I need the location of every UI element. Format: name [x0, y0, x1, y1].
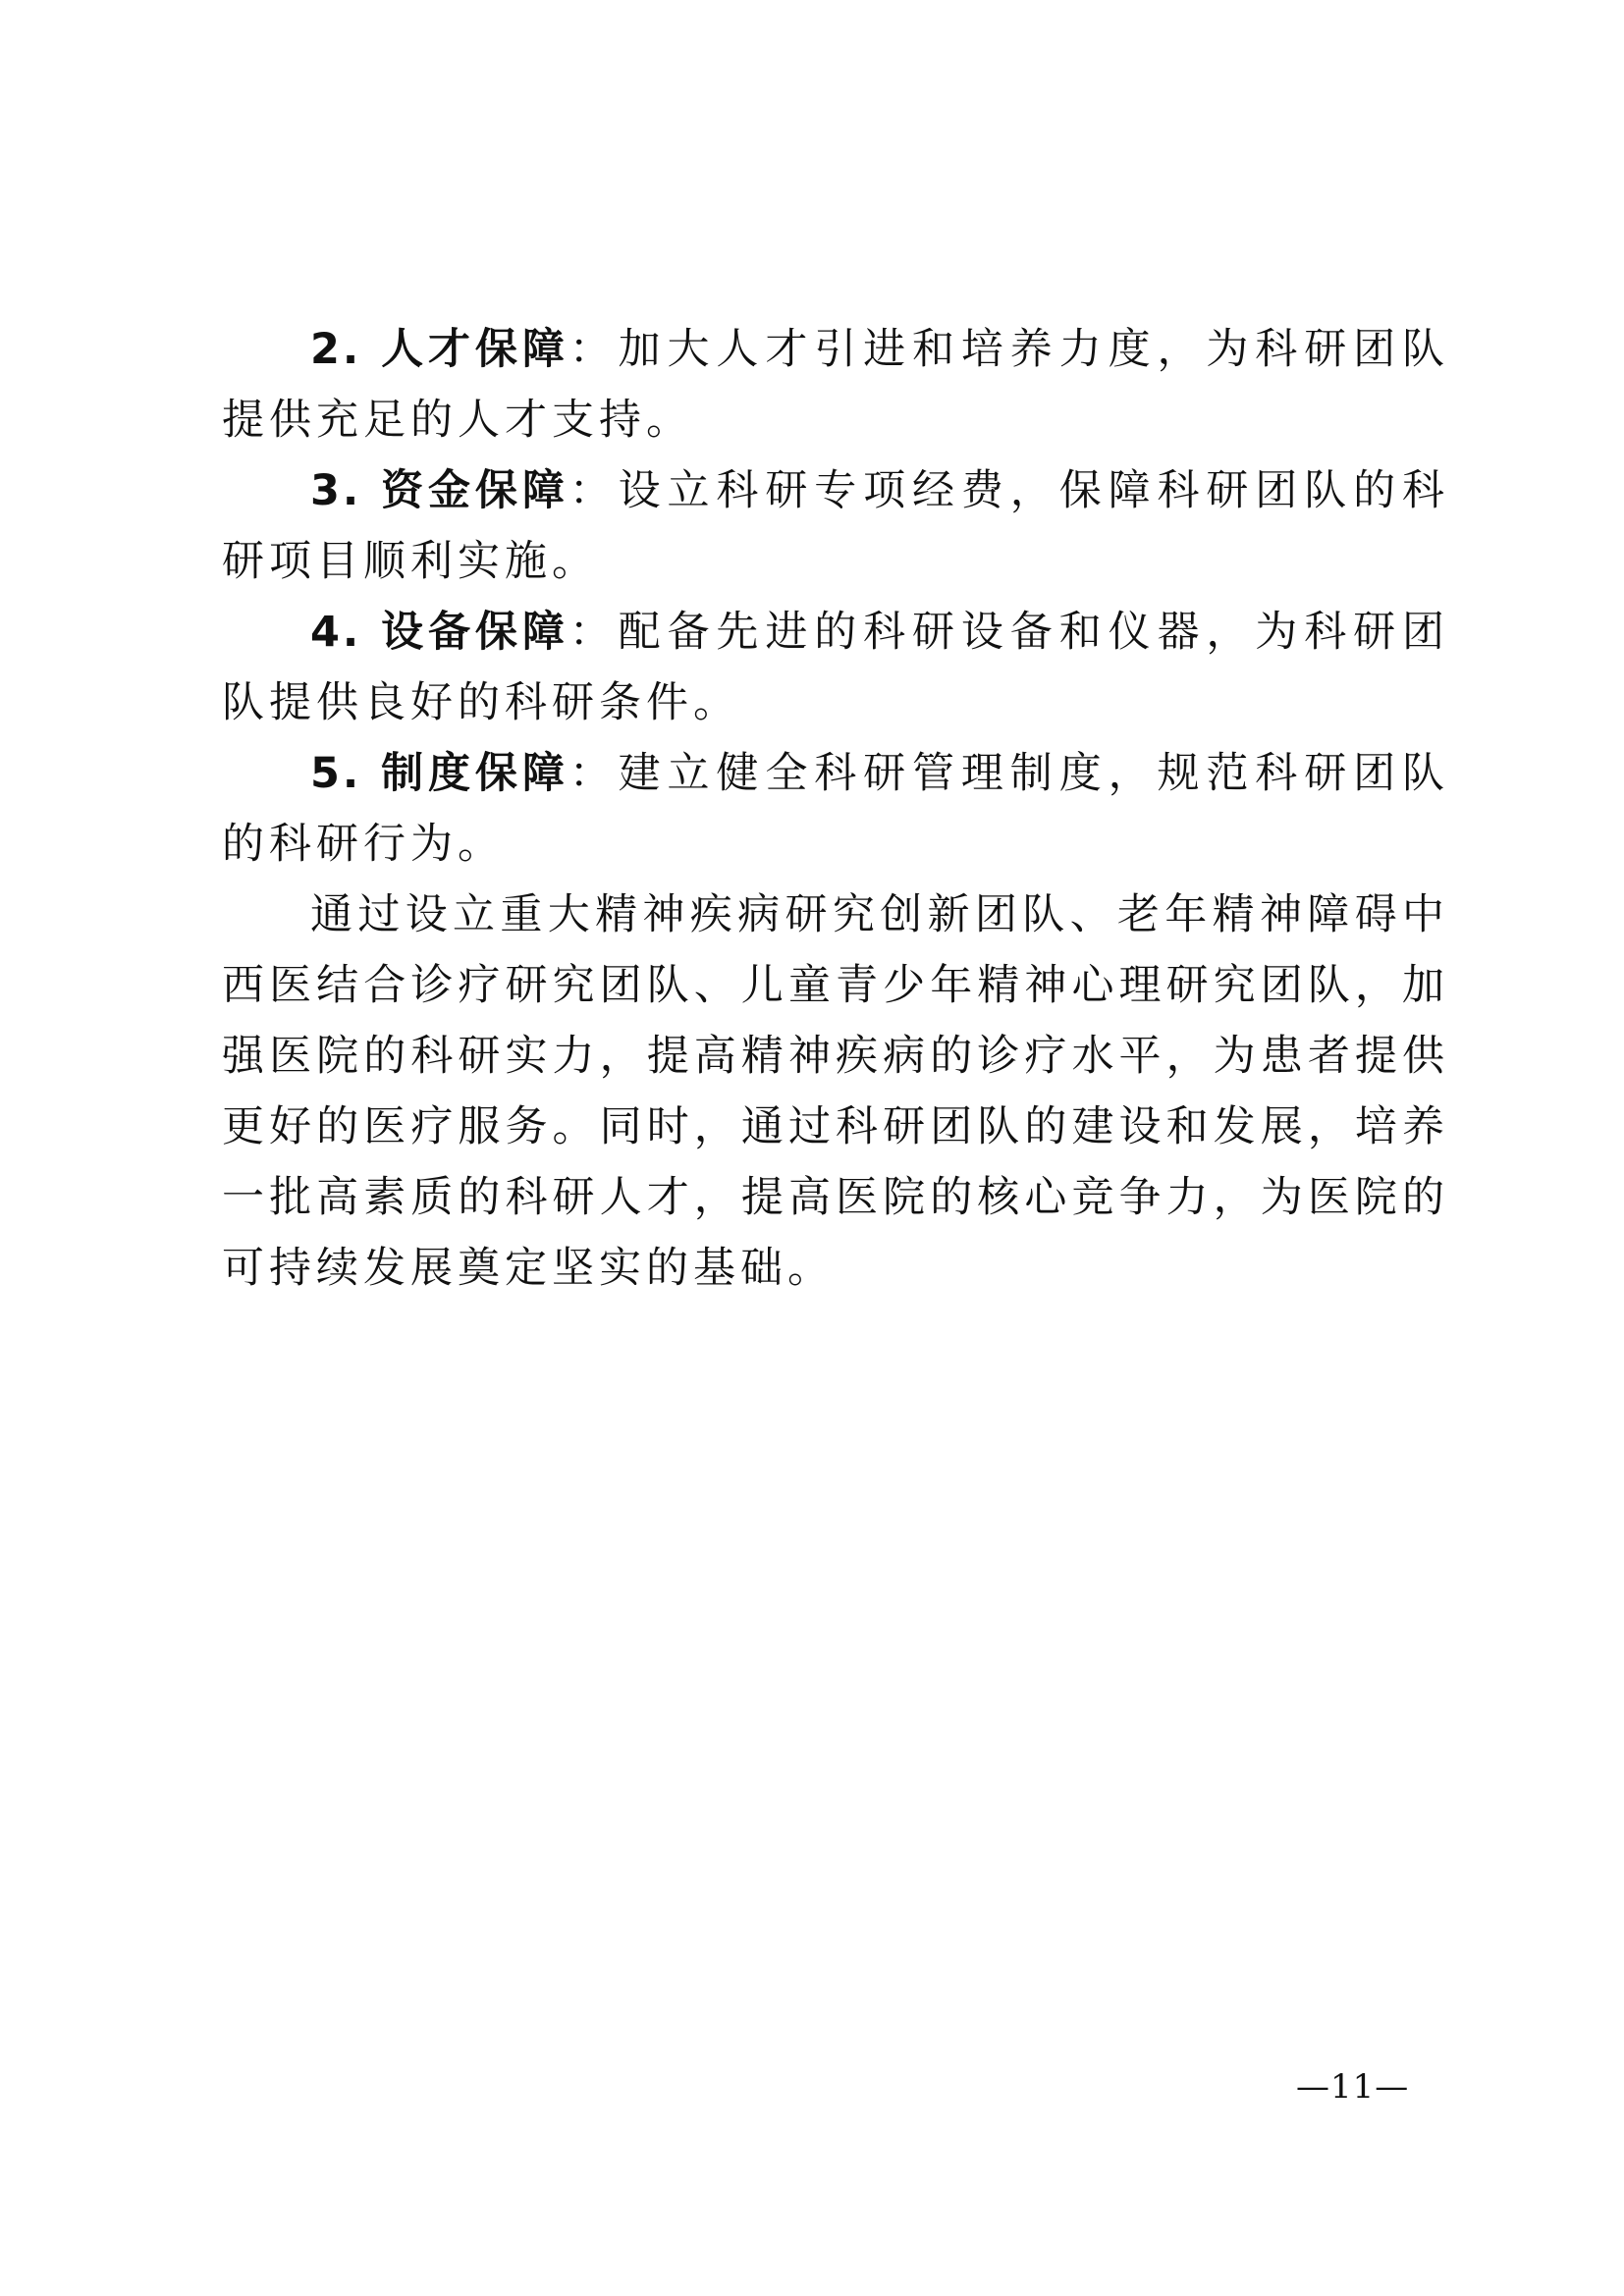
item-label-equipment: 4. 设备保障	[310, 608, 569, 657]
item-separator: ：	[568, 608, 619, 657]
list-item-talent	[222, 314, 1449, 455]
list-item-system	[222, 738, 1449, 880]
item-text-system: 建立健全科研管理制度，规范科研团队的科研行为。	[222, 749, 1449, 869]
item-separator: ：	[568, 466, 619, 515]
document-body	[222, 314, 1449, 1304]
page-number: —11—	[1296, 2067, 1410, 2107]
list-item-funding	[222, 455, 1449, 597]
list-item-equipment	[222, 597, 1449, 738]
conclusion-paragraph: 通过设立重大精神疾病研究创新团队、老年精神障碍中西医结合诊疗研究团队、儿童青少年精神心理研究团队，加强医院的科研实力，提高精神疾病的诊疗水平，为患者提供更好的医疗服务。同时，通过科研团队的建设和发展，培养一批高素质的科研人才，提高医院的核心竞争力，为医院的可持续发展奠定坚实的基础。	[222, 890, 1449, 1293]
item-text-talent: 加大人才引进和培养力度，为科研团队提供充足的人才支持。	[222, 325, 1449, 445]
item-label-funding: 3. 资金保障	[310, 466, 569, 515]
item-text-equipment: 配备先进的科研设备和仪器，为科研团队提供良好的科研条件。	[222, 608, 1449, 727]
item-label-talent: 2. 人才保障	[310, 325, 569, 374]
item-text-funding: 设立科研专项经费，保障科研团队的科研项目顺利实施。	[222, 466, 1449, 586]
item-separator: ：	[568, 325, 619, 374]
item-separator: ：	[568, 749, 619, 798]
item-label-system: 5. 制度保障	[310, 749, 569, 798]
